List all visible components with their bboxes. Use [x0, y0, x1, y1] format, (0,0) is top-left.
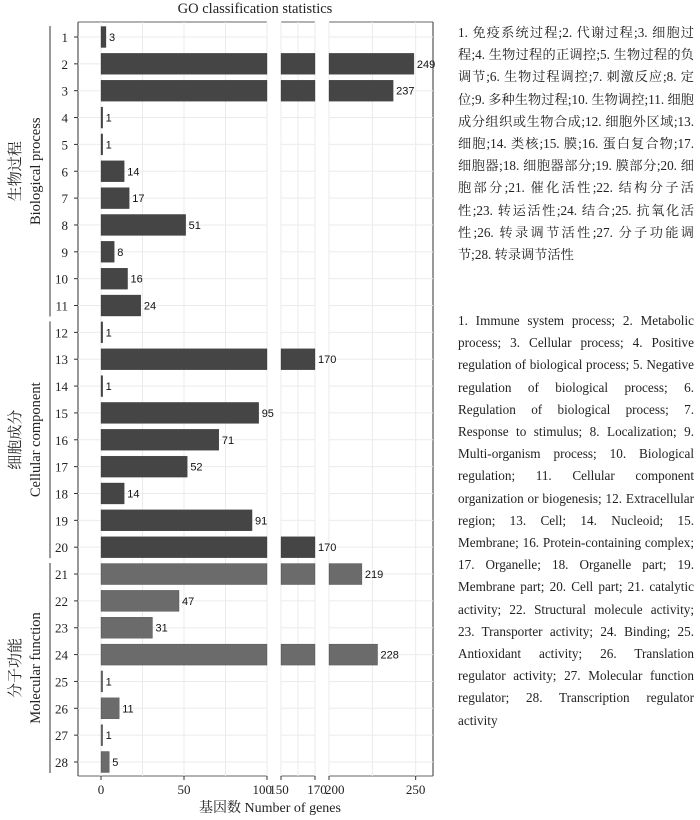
bar-21 [329, 564, 362, 585]
value-label-25: 1 [105, 676, 112, 689]
bar-9 [101, 241, 114, 262]
bar-26 [101, 698, 119, 719]
value-label-28: 5 [112, 757, 119, 769]
bar-2 [329, 53, 414, 74]
bar-24 [329, 644, 378, 665]
value-label-17: 52 [190, 461, 203, 474]
y-tick-label: 13 [55, 352, 68, 368]
y-tick-label: 27 [55, 728, 68, 744]
value-label-12: 1 [105, 327, 112, 340]
value-label-24: 228 [380, 649, 399, 662]
group-labels [6, 26, 50, 773]
group-label-en: Biological process [28, 117, 44, 226]
y-tick-label: 22 [55, 593, 68, 609]
x-tick-label: 50 [177, 782, 191, 797]
y-tick-label: 3 [61, 83, 68, 99]
value-label-10: 16 [130, 273, 143, 286]
bar-1 [101, 27, 106, 48]
value-label-26: 11 [122, 703, 134, 716]
value-label-13: 170 [318, 354, 337, 367]
x-tick-label: 0 [97, 782, 105, 797]
y-tick-label: 20 [55, 540, 68, 556]
y-tick-label: 2 [61, 56, 68, 72]
y-tick-label: 25 [55, 674, 68, 690]
bar-20 [281, 537, 315, 558]
y-tick-label: 16 [55, 432, 68, 448]
bar-20 [101, 537, 267, 558]
bar-21 [101, 564, 267, 585]
value-label-18: 14 [127, 488, 140, 501]
bar-5 [101, 134, 103, 155]
y-tick-label: 24 [55, 647, 68, 663]
bar-2 [281, 53, 315, 74]
bar-2 [101, 53, 267, 74]
bar-3 [329, 80, 393, 101]
y-tick-label: 21 [55, 567, 68, 583]
bar-17 [101, 456, 187, 477]
y-tick-label: 1 [61, 30, 68, 45]
bar-28 [101, 752, 109, 773]
y-tick-label: 19 [55, 513, 68, 529]
y-tick-label: 23 [55, 620, 68, 636]
bar-12 [101, 322, 103, 343]
y-tick-label: 15 [55, 405, 68, 421]
bar-13 [281, 349, 315, 370]
group-label-en: Cellular component [28, 382, 44, 498]
value-label-19: 91 [255, 515, 268, 528]
value-label-1: 3 [108, 32, 116, 44]
x-tick-label: 150 [269, 782, 289, 797]
value-label-2: 249 [416, 58, 436, 71]
group-label-zh: 生物过程 [8, 141, 24, 202]
bar-18 [101, 483, 124, 504]
bar-8 [101, 214, 186, 235]
x-axis [98, 776, 426, 797]
x-tick-label: 170 [307, 782, 327, 797]
y-tick-label: 7 [61, 191, 68, 207]
value-label-3: 237 [396, 85, 415, 98]
y-tick-label: 10 [55, 271, 68, 287]
bar-13 [101, 349, 267, 370]
bar-7 [101, 188, 129, 209]
value-label-14: 1 [105, 381, 112, 394]
bar-24 [281, 644, 315, 665]
bar-24 [101, 644, 267, 665]
caption-english: 1. Immune system process; 2. Metabolic process; 3. Cellular process; 4. Positive regulation of biological process; 5. Negative regulation of biological process; 6. Regulation of biological process; 7. Response to stimulus; 8. Localization; 9. Multi-organism process; 10. Biological regulation; 11. Cellular component organization or biogenesis; 12. Extracellular region; 13. Cell; 14. Nucleoid; 15. Membrane; 16. Protein-containing complex; 17. Organelle; 18. Organelle part; 19. Membrane part; 20. Cell part; 21. catalytic activity; 22. Structural molecule activity; 23. Transporter activity; 24. Binding; 25. Antioxidant activity; 26. Translation regulator activity; 27. Molecular function regulator; 28. Transcription regulator activity [458, 313, 694, 728]
x-axis-label: 基因数 Number of genes [199, 801, 341, 816]
chart-title: GO classification statistics [177, 1, 333, 17]
value-label-11: 24 [143, 300, 157, 313]
x-tick-label: 250 [405, 782, 426, 797]
value-label-27: 1 [105, 730, 112, 743]
y-tick-label: 4 [61, 110, 68, 126]
value-label-16: 71 [221, 434, 235, 447]
value-label-4: 1 [105, 112, 112, 125]
y-tick-label: 6 [61, 164, 68, 180]
y-tick-label: 5 [61, 137, 68, 153]
bar-27 [101, 725, 103, 746]
y-axis [55, 30, 78, 770]
bars [101, 27, 414, 773]
bar-25 [101, 671, 103, 692]
y-tick-label: 9 [61, 244, 68, 260]
bar-19 [101, 510, 252, 531]
value-label-21: 219 [364, 569, 384, 582]
bar-21 [281, 564, 315, 585]
y-tick-label: 18 [55, 486, 68, 502]
bar-3 [101, 80, 267, 101]
group-label-zh: 分子功能 [8, 638, 24, 699]
bar-14 [101, 376, 103, 397]
x-tick-label: 200 [325, 782, 345, 797]
value-label-15: 95 [261, 407, 274, 420]
bar-6 [101, 161, 124, 182]
bar-11 [101, 295, 141, 316]
value-label-6: 14 [127, 166, 140, 179]
bar-4 [101, 107, 103, 128]
bar-16 [101, 429, 219, 450]
value-label-7: 17 [132, 193, 145, 206]
y-tick-label: 14 [55, 379, 68, 395]
x-tick-label: 100 [252, 782, 272, 797]
value-label-5: 1 [105, 139, 112, 152]
bar-3 [281, 80, 315, 101]
y-tick-label: 8 [61, 217, 68, 233]
y-tick-label: 17 [55, 459, 68, 475]
value-label-8: 51 [188, 219, 201, 232]
value-label-20: 170 [318, 542, 337, 555]
y-tick-label: 28 [55, 755, 68, 770]
bar-10 [101, 268, 128, 289]
value-label-23: 31 [155, 622, 168, 635]
y-tick-label: 12 [55, 325, 68, 341]
bar-15 [101, 402, 259, 423]
group-label-zh: 细胞成分 [8, 409, 24, 470]
caption-chinese: 1. 免疫系统过程;2. 代谢过程;3. 细胞过程;4. 生物过程的正调控;5. 生物过程的负调节;6. 生物过程调控;7. 刺激反应;8. 定位;9. 多种生物过程;10. 生物调控;11. 细胞成分组织或生物合成;12. 细胞外区域;13. 细胞;14. 类核;15. 膜;16. 蛋白复合物;17. 细胞器;18. 细胞器部分;19. 膜部分;20. 细胞部分;21. 催化活性;22. 结构分子活性;23. 转运活性;24. 结合;25. 抗氧化活性;26. 转录调节活性;27. 分子功能调节;28. 转录调节活性 [458, 25, 694, 263]
group-label-en: Molecular function [28, 612, 44, 724]
y-tick-label: 11 [55, 298, 68, 314]
value-label-9: 8 [117, 246, 124, 259]
bar-22 [101, 590, 179, 611]
y-tick-label: 26 [55, 701, 68, 717]
bar-23 [101, 617, 152, 638]
value-label-22: 47 [182, 595, 195, 608]
